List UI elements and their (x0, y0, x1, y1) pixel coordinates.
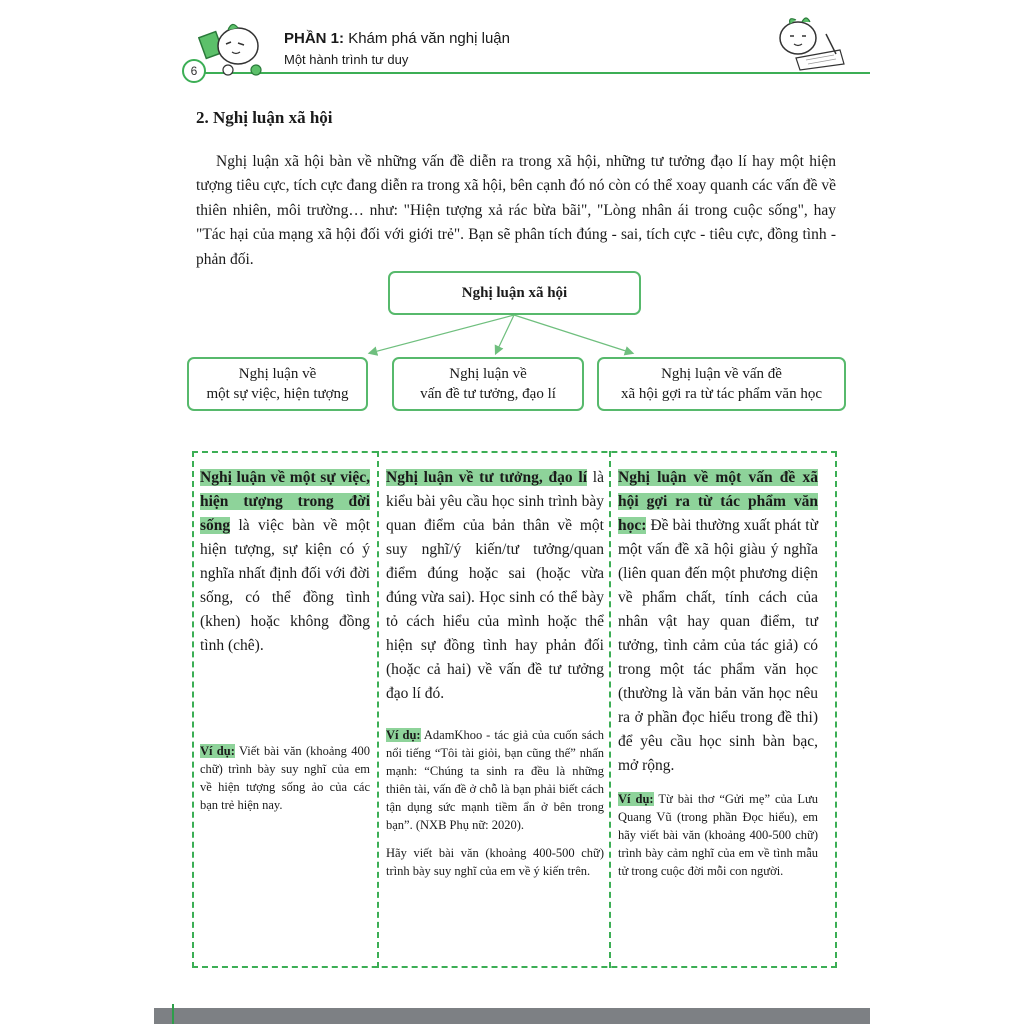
branch-b-line2: vấn đề tư tưởng, đạo lí (420, 386, 556, 402)
column-body: Đề bài thường xuất phát từ một vấn đề xã hội giàu ý nghĩa (liên quan đến một phương diện về phẩm chất, tính cách của nhân vật hay quan điểm, tư tưởng, tình cảm của tác giả) có trong một tác phẩm văn học (thường là văn bản văn học nêu ra ở phần đọc hiểu trong đề thi) để yêu cầu học sinh bàn bạc, mở rộng. (618, 517, 818, 774)
arrow-to-branch-b (496, 315, 514, 353)
branch-c-line1: Nghị luận về vấn đề (661, 366, 782, 382)
column-divider (377, 451, 379, 968)
example-text: Từ bài thơ “Gửi mẹ” của Lưu Quang Vũ (trong phần Đọc hiểu), em hãy viết bài văn (khoảng 400-500 chữ) trình bày cảm nghĩ của em về tình mẫu tử trong cuộc đời mỗi con người. (618, 792, 819, 878)
column-phenomenon (200, 466, 370, 814)
column-literary-social (618, 466, 818, 880)
page-number: 6 (182, 59, 206, 83)
example-text: Viết bài văn (khoảng 400 chữ) trình bày suy nghĩ của em về hiện tượng sống ảo của các bạn trẻ hiện nay. (200, 744, 370, 812)
branch-c-line2: xã hội gợi ra từ tác phẩm văn học (621, 386, 822, 402)
column-example (386, 726, 604, 834)
column-example-task: Hãy viết bài văn (khoảng 400-500 chữ) trình bày suy nghĩ của em về ý kiến trên. (386, 846, 604, 878)
column-ideology (386, 466, 604, 880)
diagram-root-label: Nghị luận xã hội (461, 285, 568, 301)
section-intro: Nghị luận xã hội bàn về những vấn đề diễn ra trong xã hội, những tư tưởng đạo lí hay một hiện tượng tiêu cực, tích cực đang diễn ra trong xã hội, bên cạnh đó nó còn có thể xoay quanh các vấn đề về thiên nhiên, môi trường… như: "Hiện tượng xả rác bừa bãi", "Lòng nhân ái trong cuộc sống", hay "Tác hại của mạng xã hội đối với giới trẻ". Bạn sẽ phân tích đúng - sai, tích cực - tiêu cực, đồng tình - phản đối. (196, 152, 836, 268)
column-heading: Nghị luận về tư tưởng, đạo lí (386, 469, 588, 486)
column-heading: Nghị luận về một sự việc, hiện tượng trong đời sống (200, 469, 370, 534)
diagram-branch-b (392, 357, 584, 411)
section-title: 2. Nghị luận xã hội (196, 108, 333, 127)
column-main-text (386, 466, 604, 706)
column-main-text (618, 466, 818, 778)
column-body: là việc bàn về một hiện tượng, sự kiện có ý nghĩa nhất định đối với đời sống, có thể đồng tình (khen) hoặc không đồng tình (chê). (200, 517, 370, 654)
example-label: Ví dụ: (618, 792, 654, 806)
part-title-text: Khám phá văn nghị luận (348, 30, 510, 47)
example-text: AdamKhoo - tác giả của cuốn sách nổi tiếng “Tôi tài giỏi, bạn cũng thế” nhấn mạnh: “Chúng ta sinh ra đều là những thiên tài, vấn đề ở chỗ là bạn phải biết cách tận dụng sức mạnh tiềm ẩn ở bên trong bạn”. (NXB Phụ nữ: 2020). (386, 728, 604, 832)
page-bottom-mark (172, 1004, 174, 1024)
branch-a-line1: Nghị luận về (238, 366, 317, 382)
page-bottom-edge (154, 1008, 870, 1024)
diagram-root-box (388, 271, 641, 315)
column-divider (609, 451, 611, 968)
column-body: là kiểu bài yêu cầu học sinh trình bày quan điểm của bản thân về một suy nghĩ/ý kiến/tư tưởng/quan điểm đúng hoặc sai (hoặc vừa đúng vừa sai). Học sinh có thể bày tỏ cách hiểu của mình hoặc thể hiện sự đồng tình hay phản đối (hoặc cả hai) về vấn đề tư tưởng đạo lí đó. (386, 469, 604, 702)
arrow-to-branch-c (514, 315, 632, 353)
part-subtitle: Một hành trình tư duy (284, 52, 409, 67)
diagram-branch-a (187, 357, 368, 411)
branch-a-line2: một sự việc, hiện tượng (206, 386, 349, 402)
part-label: PHẦN 1: (284, 30, 345, 47)
column-heading: Nghị luận về một vấn đề xã hội gợi ra từ tác phẩm văn học: (618, 469, 818, 534)
example-label: Ví dụ: (386, 728, 421, 742)
column-main-text (200, 466, 370, 658)
column-example (200, 742, 370, 814)
branch-b-line1: Nghị luận về (449, 366, 527, 382)
example-label: Ví dụ: (200, 744, 235, 758)
column-example (618, 790, 818, 880)
arrow-to-branch-a (370, 315, 514, 353)
diagram-branch-c (597, 357, 846, 411)
